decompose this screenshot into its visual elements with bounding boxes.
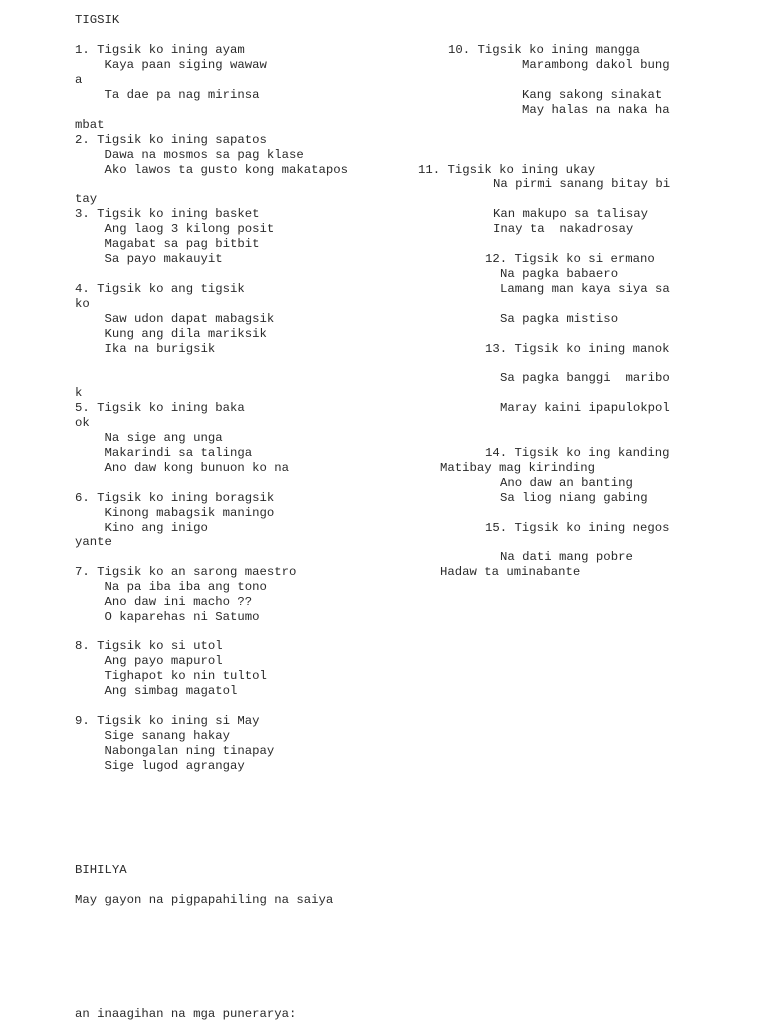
right-line-12: Sa pagka mistiso — [500, 312, 619, 326]
left-line-8: Ako lawos ta gusto kong makatapos — [75, 163, 349, 177]
left-line-28: yante — [75, 535, 112, 549]
right-line-3: Kang sakong sinakat — [522, 88, 663, 102]
left-line-23: Makarindi sa talinga — [75, 446, 253, 460]
left-line-35: Tighapot ko nin tultol — [75, 669, 267, 683]
left-line-32: O kaparehas ni Satumo — [75, 610, 260, 624]
right-line-4: May halas na naka ha — [522, 103, 670, 117]
left-line-1: 1. Tigsik ko ining ayam — [75, 43, 245, 57]
right-line-13: 13. Tigsik ko ining manok — [485, 342, 670, 356]
right-line-8: Inay ta nakadrosay — [493, 222, 634, 236]
left-line-4: Ta dae pa nag mirinsa — [75, 88, 260, 102]
left-line-24: Ano daw kong bunuon ko na — [75, 461, 290, 475]
left-line-38: Sige sanang hakay — [75, 729, 230, 743]
left-line-30: Na pa iba iba ang tono — [75, 580, 267, 594]
left-line-11: Ang laog 3 kilong posit — [75, 222, 275, 236]
left-line-21: ok — [75, 416, 90, 430]
right-line-16: 14. Tigsik ko ing kanding — [485, 446, 670, 460]
right-line-1: 10. Tigsik ko ining mangga — [448, 43, 640, 57]
footer-line: an inaagihan na mga punerarya: — [75, 1007, 297, 1021]
left-line-36: Ang simbag magatol — [75, 684, 238, 698]
right-line-9: 12. Tigsik ko si ermano — [485, 252, 655, 266]
left-line-22: Na sige ang unga — [75, 431, 223, 445]
left-line-7: Dawa na mosmos sa pag klase — [75, 148, 304, 162]
left-line-16: Saw udon dapat mabagsik — [75, 312, 275, 326]
left-line-39: Nabongalan ning tinapay — [75, 744, 275, 758]
left-line-5: mbat — [75, 118, 105, 132]
left-line-25: 6. Tigsik ko ining boragsik — [75, 491, 275, 505]
left-line-27: Kino ang inigo — [75, 521, 208, 535]
right-line-17: Matibay mag kirinding — [440, 461, 595, 475]
left-line-17: Kung ang dila mariksik — [75, 327, 267, 341]
right-line-22: Hadaw ta uminabante — [440, 565, 581, 579]
left-line-34: Ang payo mapurol — [75, 654, 223, 668]
bihilya-line: May gayon na pigpapahiling na saiya — [75, 893, 334, 907]
right-line-2: Marambong dakol bung — [522, 58, 670, 72]
left-line-19: k — [75, 386, 83, 400]
left-line-14: 4. Tigsik ko ang tigsik — [75, 282, 245, 296]
left-line-9: tay — [75, 192, 98, 206]
left-line-18: Ika na burigsik — [75, 342, 216, 356]
right-line-19: Sa liog niang gabing — [500, 491, 648, 505]
left-line-3: a — [75, 73, 83, 87]
right-line-7: Kan makupo sa talisay — [493, 207, 648, 221]
left-line-26: Kinong mabagsik maningo — [75, 506, 275, 520]
right-line-14: Sa pagka banggi maribo — [500, 371, 670, 385]
section-heading-bihilya: BIHILYA — [75, 863, 127, 877]
left-line-15: ko — [75, 297, 90, 311]
left-line-20: 5. Tigsik ko ining baka — [75, 401, 245, 415]
left-line-13: Sa payo makauyit — [75, 252, 223, 266]
right-line-20: 15. Tigsik ko ining negos — [485, 521, 670, 535]
right-line-21: Na dati mang pobre — [500, 550, 633, 564]
left-line-31: Ano daw ini macho ?? — [75, 595, 253, 609]
left-line-29: 7. Tigsik ko an sarong maestro — [75, 565, 297, 579]
right-line-18: Ano daw an banting — [500, 476, 633, 490]
right-line-11: Lamang man kaya siya sa — [500, 282, 670, 296]
right-line-15: Maray kaini ipapulokpol — [500, 401, 670, 415]
left-line-10: 3. Tigsik ko ining basket — [75, 207, 260, 221]
right-line-5: 11. Tigsik ko ining ukay — [418, 163, 596, 177]
left-line-6: 2. Tigsik ko ining sapatos — [75, 133, 267, 147]
left-line-37: 9. Tigsik ko ining si May — [75, 714, 260, 728]
left-line-2: Kaya paan siging wawaw — [75, 58, 267, 72]
left-line-40: Sige lugod agrangay — [75, 759, 245, 773]
right-line-10: Na pagka babaero — [500, 267, 619, 281]
right-line-6: Na pirmi sanang bitay bi — [493, 177, 671, 191]
left-line-12: Magabat sa pag bitbit — [75, 237, 260, 251]
page-title: TIGSIK — [75, 13, 120, 27]
left-line-33: 8. Tigsik ko si utol — [75, 639, 223, 653]
